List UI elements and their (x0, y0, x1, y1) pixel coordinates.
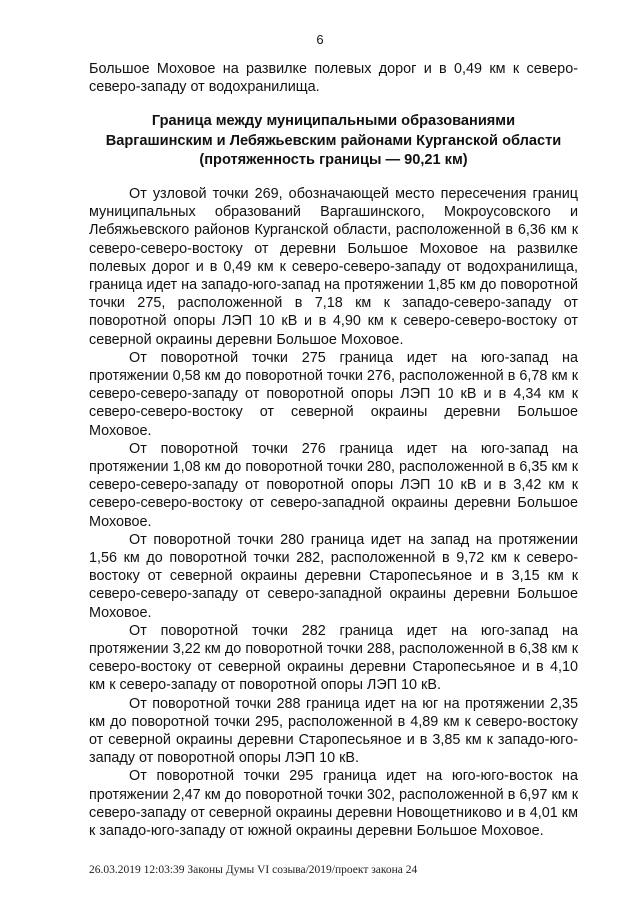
paragraph-3: От поворотной точки 276 граница идет на юго-запад на протяжении 1,08 км до поворотной точки 280, расположенной в 6,35 км к северо-северо-западу от поворотной опоры ЛЭП 10 кВ и в 3,42 км к северо-северо-востоку от северо-западной окраины деревни Большое Моховое. (89, 440, 578, 530)
paragraph-1: От узловой точки 269, обозначающей место пересечения границ муниципальных образований Варгашинского, Мокроусовского и Лебяжьевского районов Курганской области, расположенной в 6,36 км к северо-северо-востоку от деревни Большое Моховое на развилке полевых дорог и в 0,49 км к северо-северо-западу от водохранилища, граница идет на западо-юго-запад на протяжении 1,85 км до поворотной точки 275, расположенной в 7,18 км к западо-северо-западу от поворотной опоры ЛЭП 10 кВ и в 4,90 км к северо-северо-востоку от северной окраины деревни Большое Моховое. (89, 185, 578, 348)
document-body (89, 60, 578, 840)
paragraph-6: От поворотной точки 288 граница идет на юг на протяжении 2,35 км до поворотной точки 295, расположенной в 4,89 км к северо-востоку от северной окраины деревни Старопесьяное и в 3,85 км к западо-юго-западу от поворотной опоры ЛЭП 10 кВ. (89, 695, 578, 767)
heading-line-2: Варгашинским и Лебяжьевским районами Курганской области (105, 132, 562, 149)
paragraph-4: От поворотной точки 280 граница идет на запад на протяжении 1,56 км до поворотной точки 282, расположенной в 9,72 км к северо-востоку от северной окраины деревни Старопесьяное и в 3,15 км к северо-северо-западу от северо-западной окраины деревни Большое Моховое. (89, 531, 578, 621)
paragraph-5: От поворотной точки 282 граница идет на юго-запад на протяжении 3,22 км до поворотной точки 288, расположенной в 6,38 км к северо-востоку от северной окраины деревни Старопесьяное и в 4,10 км к северо-западу от поворотной опоры ЛЭП 10 кВ. (89, 622, 578, 694)
footer-stamp: 26.03.2019 12:03:39 Законы Думы VI созыва/2019/проект закона 24 (89, 864, 418, 876)
page-number: 6 (316, 32, 324, 47)
intro-paragraph: Большое Моховое на развилке полевых дорог и в 0,49 км к северо-северо-западу от водохранилища. (89, 61, 578, 96)
paragraph-2: От поворотной точки 275 граница идет на юго-запад на протяжении 0,58 км до поворотной точки 276, расположенной в 6,78 км к северо-северо-западу от поворотной опоры ЛЭП 10 кВ и в 4,34 км к северо-северо-востоку от северной окраины деревни Большое Моховое. (89, 349, 578, 439)
heading-line-3: (протяженность границы — 90,21 км) (199, 152, 468, 169)
section-heading (89, 112, 578, 171)
paragraph-7: От поворотной точки 295 граница идет на юго-юго-восток на протяжении 2,47 км до поворотной точки 302, расположенной в 6,97 км к северо-западу от северной окраины деревни Новощетниково и в 4,01 км к западо-юго-западу от южной окраины деревни Большое Моховое. (89, 768, 578, 840)
heading-line-1: Граница между муниципальными образованиями (151, 113, 516, 130)
